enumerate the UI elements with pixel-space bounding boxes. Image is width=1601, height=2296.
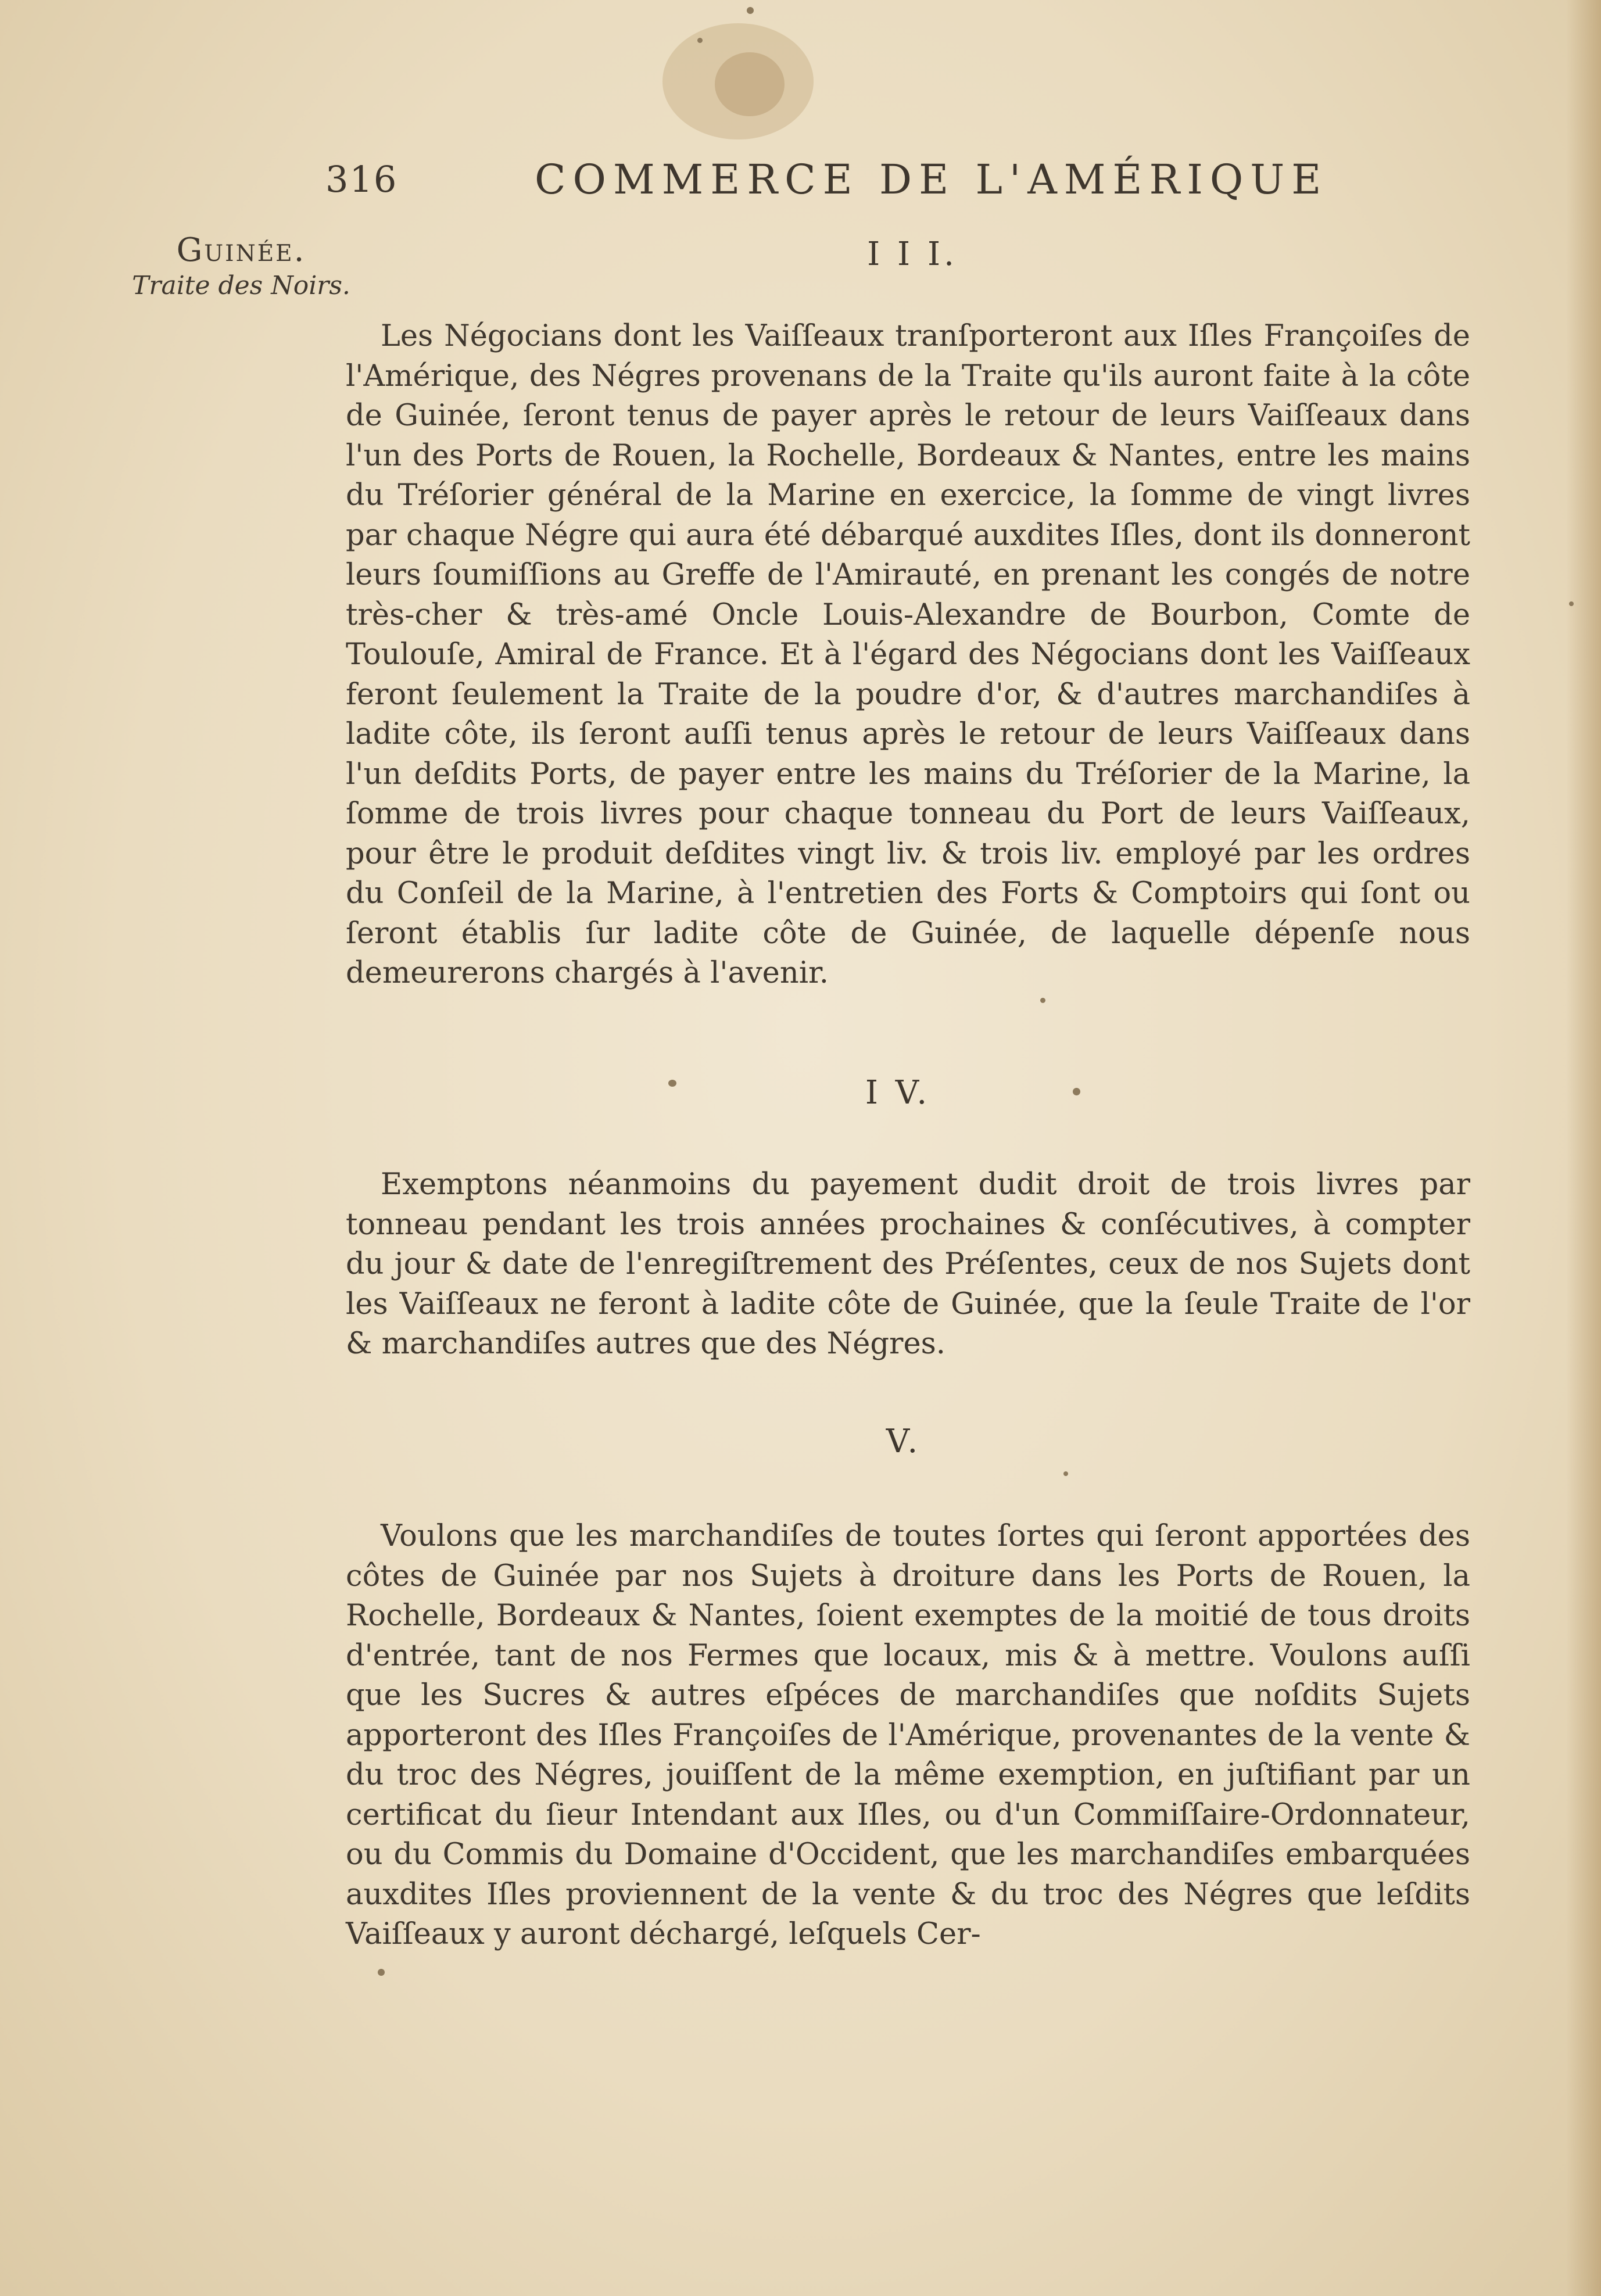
article-text-5: Voulons que les marchandiſes de toutes ſortes qui ſeront apportées des côtes de Guinée par nos Sujets à droiture dans les Ports de Rouen, la Rochelle, Bordeaux & Nantes, ſoient exemptes de la moitié de tous droits d'entrée, tant de nos Fermes que locaux, mis & à mettre. Voulons auſſi que les Sucres & autres eſpéces de marchandiſes que noſdits Sujets apporteront des Iſles Françoiſes de l'Amérique, provenantes de la vente & du troc des Négres, jouiſſent de la même exemption, en juſtifiant par un certificat du ſieur Intendant aux Iſles, ou d'un Commiſſaire-Ordonnateur, ou du Commis du Domaine d'Occident, que les marchandiſes embarquées auxdites Iſles proviennent de la vente & du troc des Négres que leſdits Vaiſſeaux y auront déchargé, leſquels Cer- <box>346 1519 1470 1951</box>
article-numeral-5: V. <box>886 1423 922 1460</box>
ink-speck <box>1073 1088 1080 1095</box>
article-numeral-3: I I I. <box>867 235 958 273</box>
article-text-4: Exemptons néanmoins du payement dudit droit de trois livres par tonneau pendant les trois années prochaines & conſécutives, à compter du jour & date de l'enregiſtrement des Préſentes, ceux de nos Sujets dont les Vaiſſeaux ne feront à ladite côte de Guinée, que la ſeule Traite de l'or & marchandiſes autres que des Négres. <box>346 1167 1470 1361</box>
article-numeral-4: I V. <box>865 1074 931 1112</box>
ink-speck <box>747 7 754 14</box>
page-number: 316 <box>325 158 398 200</box>
ink-speck <box>697 38 703 43</box>
ink-speck <box>378 1969 385 1976</box>
ink-speck <box>668 1080 676 1087</box>
margin-note <box>119 231 363 302</box>
ink-speck <box>1569 601 1574 606</box>
ink-speck <box>1040 998 1045 1003</box>
ink-speck <box>1063 1471 1068 1476</box>
page-header <box>325 156 1328 208</box>
article-text-3: Les Négocians dont les Vaiſſeaux tranſporteront aux Iſles Françoiſes de l'Amérique, des Négres provenans de la Traite qu'ils auront faite à la côte de Guinée, ſeront tenus de payer après le retour de leurs Vaiſſeaux dans l'un des Ports de Rouen, la Rochelle, Bordeaux & Nantes, entre les mains du Tréſorier général de la Marine en exercice, la ſomme de vingt livres par chaque Négre qui aura été débarqué auxdites Iſles, dont ils donneront leurs ſoumiſſions au Greffe de l'Amirauté, en prenant les congés de notre très-cher & très-amé Oncle Louis-Alexandre de Bourbon, Comte de Toulouſe, Amiral de France. Et à l'égard des Négocians dont les Vaiſſeaux feront ſeulement la Traite de la poudre d'or, & d'autres marchandiſes à ladite côte, ils ſeront auſſi tenus après le retour de leurs Vaiſſeaux dans l'un deſdits Ports, de payer entre les mains du Tréſorier de la Marine, la ſomme de trois livres pour chaque tonneau du Port de leurs Vaiſſeaux, pour être le produit deſdites vingt liv. & trois liv. employé par les ordres du Conſeil de la Marine, à l'entretien des Forts & Comptoirs qui ſont ou ſeront établis ſur ladite côte de Guinée, de laquelle dépenſe nous demeurerons chargés à l'avenir. <box>346 319 1470 990</box>
running-head: COMMERCE DE L'AMÉRIQUE <box>535 156 1328 203</box>
margin-note-country: Guinée. <box>176 231 306 269</box>
foxing-stain <box>715 52 785 116</box>
page-edge-shadow <box>1566 0 1601 2296</box>
margin-note-subject: Traite des Noirs. <box>132 271 350 300</box>
